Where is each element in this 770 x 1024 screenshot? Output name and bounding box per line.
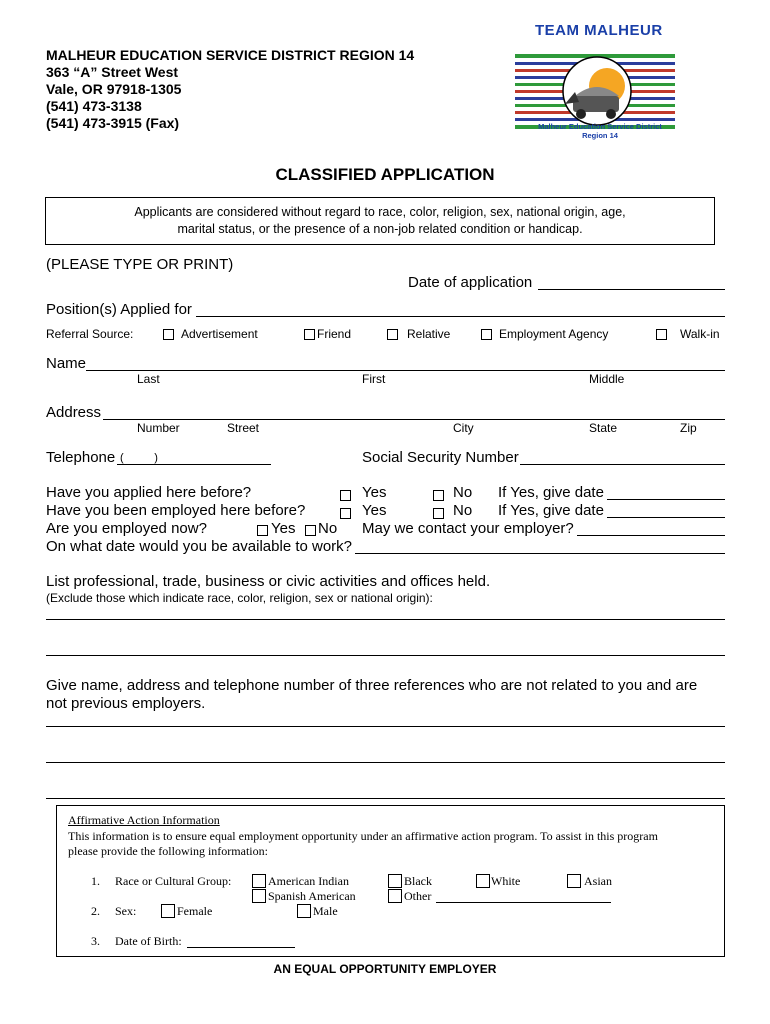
race-asian-checkbox[interactable] [567, 874, 581, 888]
referral-walkin-label: Walk-in [680, 327, 720, 341]
employed-before-yes-checkbox[interactable] [340, 508, 351, 519]
race-black-label: Black [404, 874, 432, 888]
name-middle-caption: Middle [589, 372, 625, 386]
name-first-caption: First [362, 372, 386, 386]
org-address-block [46, 47, 414, 132]
race-asian-label: Asian [584, 874, 612, 888]
applied-before-yes-label: Yes [362, 484, 387, 501]
telephone-field[interactable] [117, 464, 271, 465]
dob-number: 3. [91, 934, 100, 948]
org-name: MALHEUR EDUCATION SERVICE DISTRICT REGION 14 [46, 47, 415, 63]
employed-before-label: Have you been employed here before? [46, 502, 306, 519]
telephone-label: Telephone [46, 449, 116, 466]
address-street-caption: Street [227, 421, 260, 435]
available-date-field[interactable] [355, 553, 725, 554]
applied-before-no-label: No [453, 484, 473, 501]
activities-line-2[interactable] [46, 655, 725, 656]
address-zip-caption: Zip [680, 421, 697, 435]
race-other-field[interactable] [436, 902, 611, 903]
address-city-caption: City [453, 421, 474, 435]
referral-source-label: Referral Source: [46, 327, 134, 341]
sex-female-label: Female [177, 904, 213, 918]
please-type-label: (PLEASE TYPE OR PRINT) [46, 256, 234, 273]
org-fax: (541) 473-3915 (Fax) [46, 115, 180, 131]
affirmative-action-box [56, 805, 725, 957]
applied-before-no-checkbox[interactable] [433, 490, 444, 501]
available-date-label: On what date would you be available to work? [46, 538, 353, 555]
race-other-label: Other [404, 889, 432, 903]
referral-friend-checkbox[interactable] [304, 329, 315, 340]
ssn-label: Social Security Number [362, 449, 519, 466]
logo-team-text: TEAM MALHEUR [535, 22, 663, 39]
name-last-caption: Last [137, 372, 160, 386]
race-white-label: White [491, 874, 521, 888]
referral-relative-checkbox[interactable] [387, 329, 398, 340]
employed-before-no-checkbox[interactable] [433, 508, 444, 519]
referral-agency-label: Employment Agency [499, 327, 609, 341]
affirmative-heading: Affirmative Action Information [68, 813, 220, 827]
date-of-application-label: Date of application [408, 274, 533, 291]
referral-friend-label: Friend [317, 327, 352, 341]
address-label: Address [46, 404, 102, 421]
positions-applied-label: Position(s) Applied for [46, 301, 192, 318]
affirmative-intro-line2: please provide the following information: [68, 844, 268, 858]
notice-box [45, 197, 715, 245]
sex-male-checkbox[interactable] [297, 904, 311, 918]
employed-now-yes-label: Yes [271, 520, 296, 537]
references-line-3[interactable] [46, 798, 725, 799]
dob-field[interactable] [187, 947, 295, 948]
sex-male-label: Male [313, 904, 338, 918]
address-number-caption: Number [137, 421, 180, 435]
date-of-application-field[interactable] [538, 289, 725, 290]
equal-opportunity-footer: AN EQUAL OPPORTUNITY EMPLOYER [273, 962, 497, 976]
sex-label: Sex: [115, 904, 137, 918]
race-other-checkbox[interactable] [388, 889, 402, 903]
team-malheur-logo [505, 22, 695, 147]
sex-female-checkbox[interactable] [161, 904, 175, 918]
org-street: 363 “A” Street West [46, 64, 179, 80]
referral-advertisement-checkbox[interactable] [163, 329, 174, 340]
dob-label: Date of Birth: [115, 934, 182, 948]
referral-agency-checkbox[interactable] [481, 329, 492, 340]
applied-before-label: Have you applied here before? [46, 484, 252, 501]
race-white-checkbox[interactable] [476, 874, 490, 888]
name-label: Name [46, 355, 87, 372]
employed-now-yes-checkbox[interactable] [257, 525, 268, 536]
address-state-caption: State [589, 421, 618, 435]
employed-before-if-yes-label: If Yes, give date [498, 502, 604, 519]
references-line-2[interactable] [46, 762, 725, 763]
telephone-area-code: ( ) [120, 452, 158, 464]
logo-caption-line1: Malheur Education Service District [538, 122, 662, 131]
race-american-indian-checkbox[interactable] [252, 874, 266, 888]
form-title: CLASSIFIED APPLICATION [275, 165, 495, 184]
ssn-field[interactable] [520, 464, 725, 465]
address-field[interactable] [103, 419, 725, 420]
race-spanish-american-checkbox[interactable] [252, 889, 266, 903]
references-line1: Give name, address and telephone number of three references who are not related to you and are [46, 677, 698, 694]
race-american-indian-label: American Indian [268, 874, 349, 888]
race-label: Race or Cultural Group: [115, 874, 232, 888]
references-label [46, 677, 697, 713]
employed-now-label: Are you employed now? [46, 520, 207, 537]
race-black-checkbox[interactable] [388, 874, 402, 888]
positions-applied-field[interactable] [196, 316, 725, 317]
name-field[interactable] [86, 370, 725, 371]
references-line-1[interactable] [46, 726, 725, 727]
race-number: 1. [91, 874, 100, 888]
referral-relative-label: Relative [407, 327, 451, 341]
employed-now-no-label: No [318, 520, 338, 537]
referral-advertisement-label: Advertisement [181, 327, 258, 341]
affirmative-intro-line1: This information is to ensure equal employment opportunity under an affirmative action program. To assist in this program [68, 829, 658, 843]
employed-before-yes-label: Yes [362, 502, 387, 519]
applied-before-if-yes-label: If Yes, give date [498, 484, 604, 501]
references-line2: not previous employers. [46, 695, 206, 712]
may-contact-field[interactable] [577, 535, 725, 536]
race-spanish-american-label: Spanish American [268, 889, 356, 903]
activities-label: List professional, trade, business or civic activities and offices held. [46, 573, 491, 590]
applied-before-yes-checkbox[interactable] [340, 490, 351, 501]
sex-number: 2. [91, 904, 100, 918]
employed-now-no-checkbox[interactable] [305, 525, 316, 536]
org-phone: (541) 473-3138 [46, 98, 142, 114]
notice-line1: Applicants are considered without regard to race, color, religion, sex, national origin, age, [134, 205, 626, 219]
activities-line-1[interactable] [46, 619, 725, 620]
logo-caption [505, 122, 695, 140]
org-city-state-zip: Vale, OR 97918-1305 [46, 81, 182, 97]
affirmative-intro [68, 829, 718, 859]
may-contact-label: May we contact your employer? [362, 520, 574, 537]
activities-note: (Exclude those which indicate race, color, religion, sex or national origin): [46, 591, 433, 605]
employed-before-date-field[interactable] [607, 517, 725, 518]
logo-caption-line2: Region 14 [582, 131, 618, 140]
employed-before-no-label: No [453, 502, 473, 519]
referral-walkin-checkbox[interactable] [656, 329, 667, 340]
applied-before-date-field[interactable] [607, 499, 725, 500]
notice-line2: marital status, or the presence of a non-job related condition or handicap. [177, 222, 583, 236]
